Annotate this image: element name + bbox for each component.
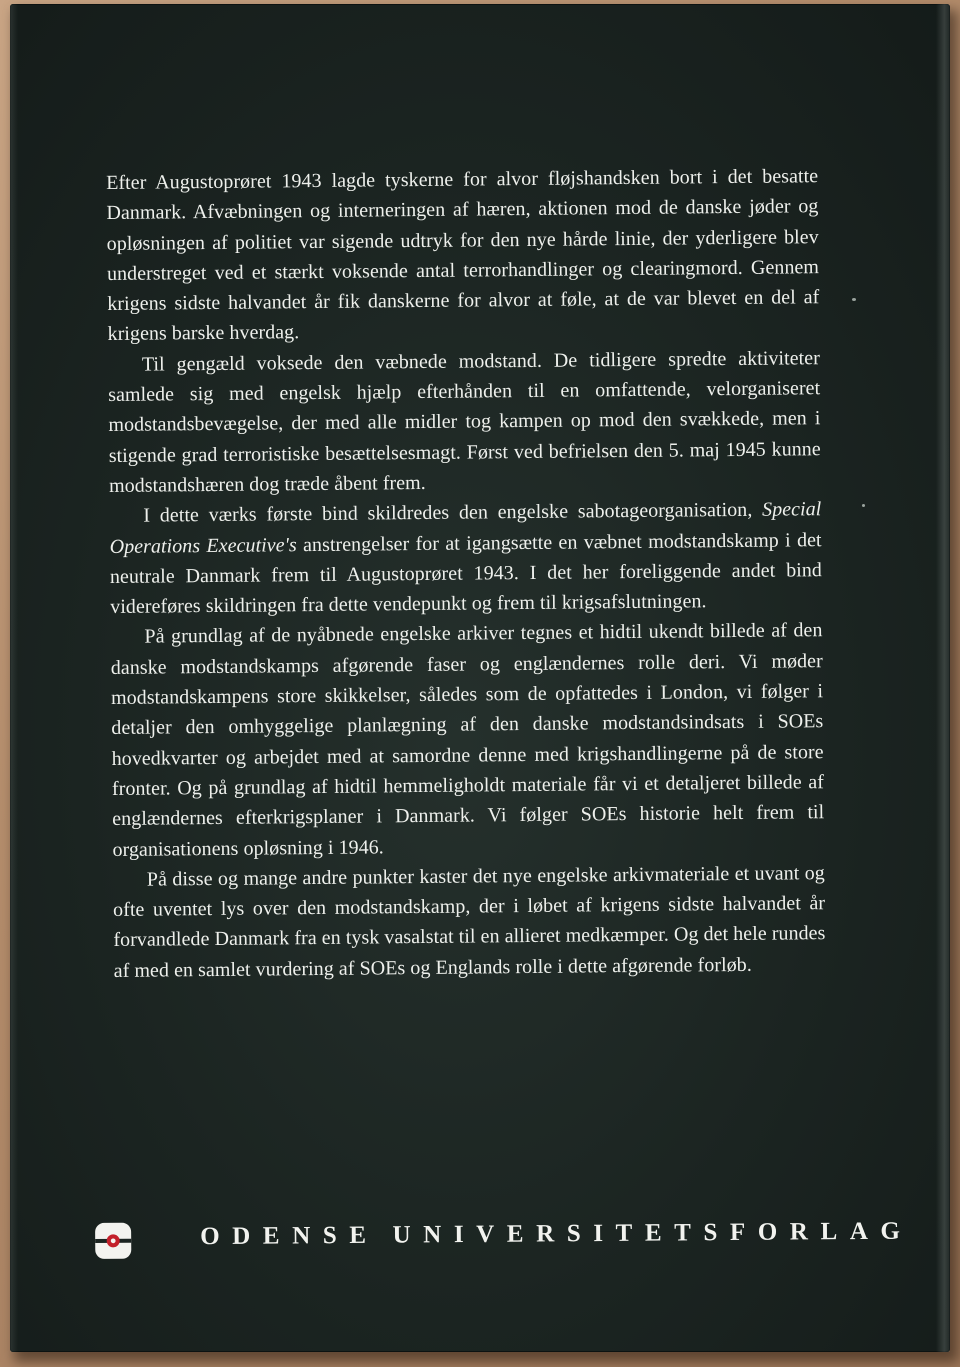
publisher-name	[200, 1218, 913, 1252]
blurb-paragraph-3-end: anstrengelser for at igangsætte en væbnet modstandskamp i det neutrale Danmark frem til Augustoprøret 1943. I det her foreliggende andet bind videreføres skildringen fra dette vendepunkt og frem til krigsafslutningen.	[109, 528, 822, 619]
publisher-name-odense: ODENSE	[200, 1221, 379, 1251]
dust-speck	[862, 504, 865, 507]
publisher-logo-icon	[94, 1222, 132, 1260]
publisher-footer	[94, 1210, 913, 1266]
book-back-cover	[10, 4, 950, 1352]
blurb-paragraph-3-start: I dette værks første bind skildredes den engelske sabotageorganisation,	[143, 498, 763, 527]
blurb-paragraph-3	[109, 494, 822, 622]
blurb-paragraph-5: På disse og mange andre punkter kaster det nye engelske arkivmateriale et uvant og ofte uventet lys over den modstandskamp, der i løbet af krigens sidste halvandet år forvandlede Danmark fra en tysk vasalstat til en allieret medkæmper. Og det hele rundes af med en samlet vurdering af SOEs og Englands rolle i dette afgørende forløb.	[113, 861, 826, 982]
publisher-name-universitetsforlag: UNIVERSITETSFORLAG	[392, 1217, 913, 1249]
blurb-italic-title: Special Operations Executive's	[109, 498, 822, 558]
cover-blurb	[106, 161, 826, 986]
dust-speck	[852, 298, 856, 301]
blurb-paragraph-1: Efter Augustoprøret 1943 lagde tyskerne for alvor fløjshandsken bort i det besatte Danmark. Afvæbningen og interneringen af hæren, aktionen mod de danske jøder og opløsningen af politiet var sigende udtryk for den nye hårde linie, der yderligere blev understreget ved et stærkt voksende antal terrorhandlinger og clearingmord. Gennem krigens sidste halvandet år fik danskerne for alvor at føle, at de var blevet en del af krigens barske hverdag.	[106, 165, 820, 346]
cover-right-edge	[936, 4, 950, 1352]
cover-left-edge	[10, 4, 18, 1352]
blurb-paragraph-2: Til gengæld voksede den væbnede modstand. De tidligere spredte aktiviteter samlede sig med engelsk hjælp efterhånden til en omfattende, velorganiseret modstandsbevægelse, der med alle midler tog kampen op mod den svækkede, men i stigende grad terroristiske besættelsesmagt. Først ved befrielsen den 5. maj 1945 kunne modstandshæren dog træde åbent frem.	[108, 346, 821, 497]
blurb-paragraph-4: På grundlag af de nyåbnede engelske arkiver tegnes et hidtil ukendt billede af den danske modstandskamps afgørende faser og englændernes rolle deri. Vi møder modstandskampens store skikkelser, således som de opfattedes i London, vi følger i detaljer den omhyggelige planlægning af den danske modstandsindsats i SOEs hovedkvarter og arbejdet med at samordne denne med krigshandlingerne på de store fronter. Og på grundlag af hidtil hemmeligholdt materiale får vi et detaljeret billede af englændernes efterkrigsplaner i Danmark. Vi følger SOEs historie helt frem til organisationens opløsning i 1946.	[110, 619, 825, 861]
